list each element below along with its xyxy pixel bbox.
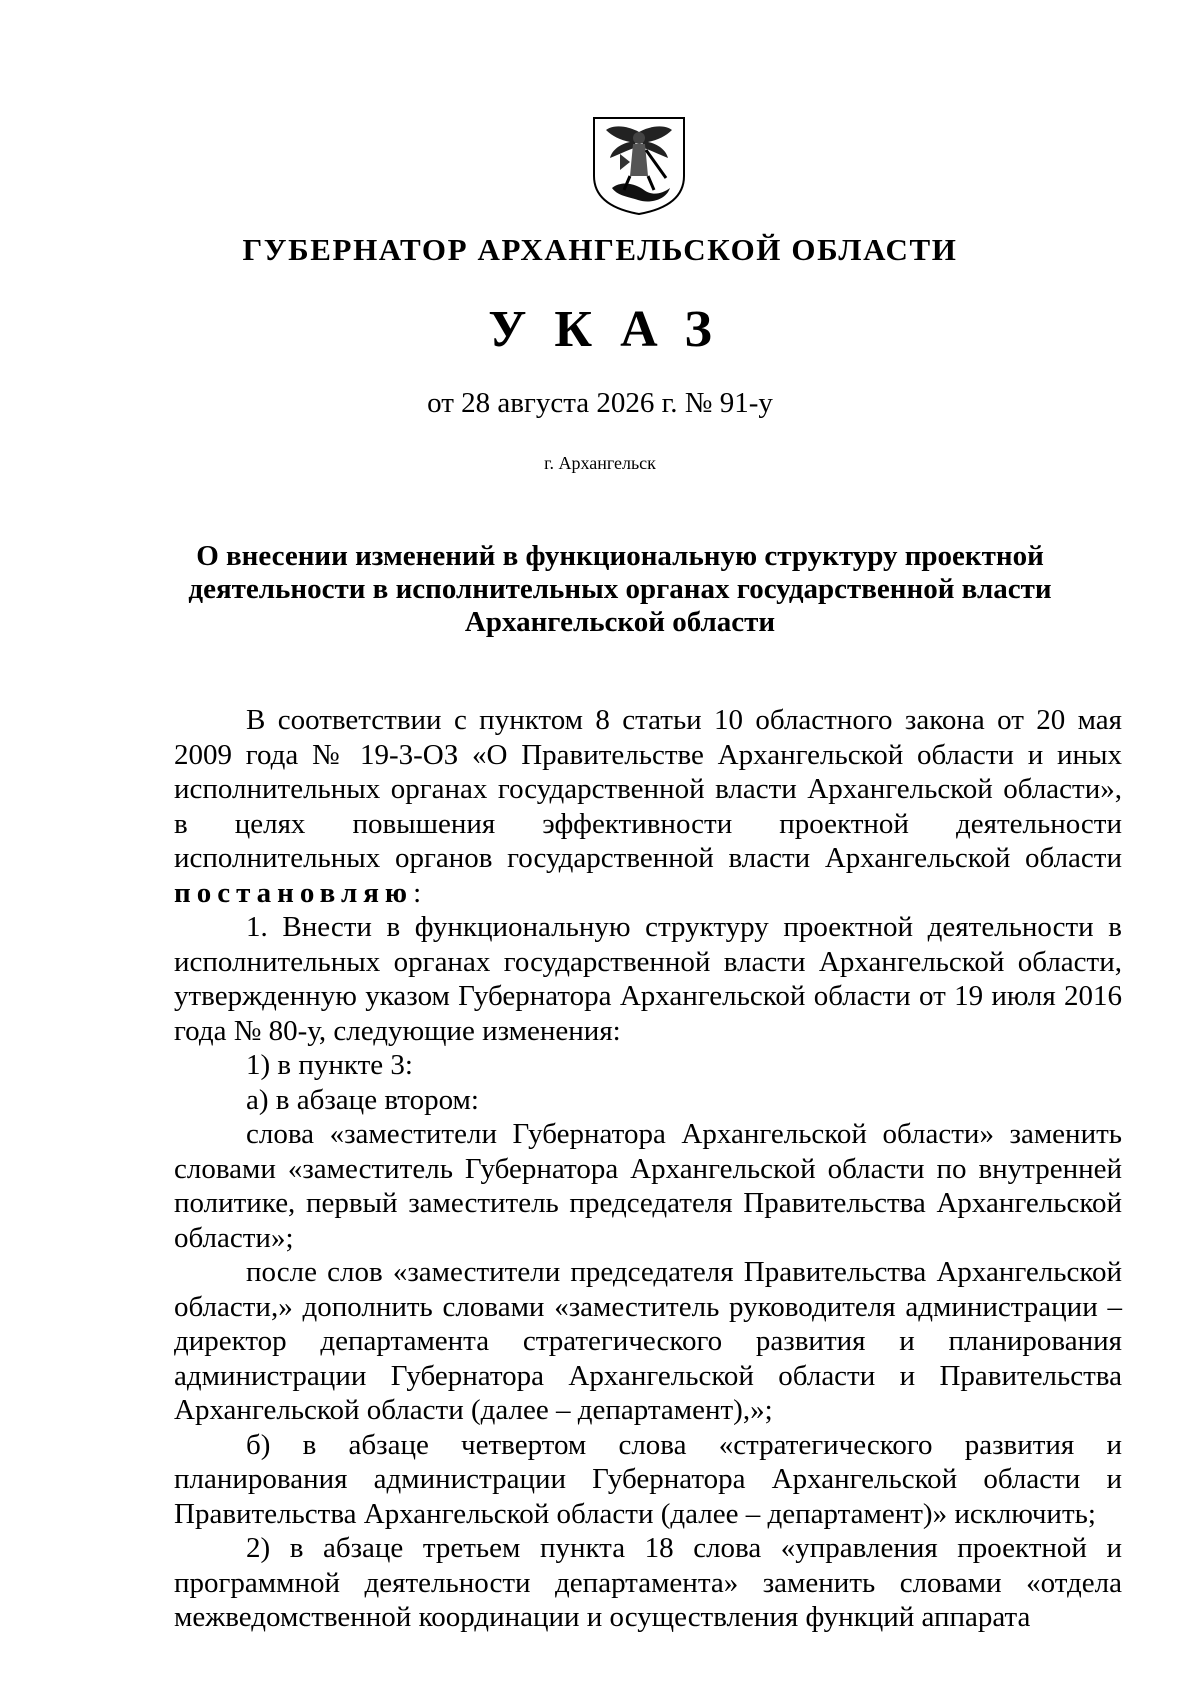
decree-keyword: постановляю	[174, 876, 414, 909]
document-type-heading: УКАЗ	[488, 301, 740, 358]
body-paragraph: 1. Внести в функциональную структуру проектной деятельности в исполнительных органах государственной власти Архангельской области, утвержденную указом Губернатора Архангельской области от 19 июля 2016 года № 80-у, следующие изменения:	[174, 911, 1122, 1047]
body-paragraph: 2) в абзаце третьем пункта 18 слова «управления проектной и программной деятельности департамента» заменить словами «отдела межведомственной координации и осуществления функций аппарата	[174, 1532, 1122, 1633]
body-paragraph: после слов «заместители председателя Правительства Архангельской области,» дополнить словами «заместитель руководителя администрации – директор департамента стратегического развития и планирования администрации Губернатора Архангельской области и Правительства Архангельской области (далее – департамент),»;	[174, 1256, 1122, 1426]
document-title	[170, 540, 1070, 639]
paragraph-text: В соответствии с пунктом 8 статьи 10 областного закона от 20 мая 2009 года № 19-3-ОЗ «О Правительстве Архангельской области и иных исполнительных органах государственной власти Архангельской области», в целях повышения эффективности проектной деятельности исполнительных органов государственной власти Архангельской области	[174, 704, 1122, 874]
body-paragraph: а) в абзаце втором:	[246, 1083, 479, 1116]
paragraph-punctuation: :	[413, 876, 422, 909]
title-line: деятельности в исполнительных органах государственной власти	[188, 573, 1052, 605]
title-line: О внесении изменений в функциональную структуру проектной	[196, 540, 1044, 572]
document-city: г. Архангельск	[544, 453, 656, 473]
body-paragraph: 1) в пункте 3:	[246, 1049, 413, 1081]
issuer-heading: ГУБЕРНАТОР АРХАНГЕЛЬСКОЙ ОБЛАСТИ	[242, 232, 958, 267]
document-body	[174, 703, 1122, 1635]
title-line: Архангельской области	[464, 606, 776, 638]
body-paragraph	[174, 703, 1122, 910]
body-paragraph: б) в абзаце четвертом слова «стратегического развития и планирования администрации Губернатора Архангельской области и Правительства Архангельской области (далее – департамент)» исключить;	[174, 1428, 1122, 1530]
archangel-coat-of-arms-icon	[590, 114, 688, 218]
document-date-number: от 28 августа 2026 г. № 91-у	[427, 387, 773, 419]
body-paragraph: слова «заместители Губернатора Архангельской области» заменить словами «заместитель Губернатора Архангельской области по внутренней политике, первый заместитель председателя Правительства Архангельской области»;	[174, 1118, 1122, 1254]
